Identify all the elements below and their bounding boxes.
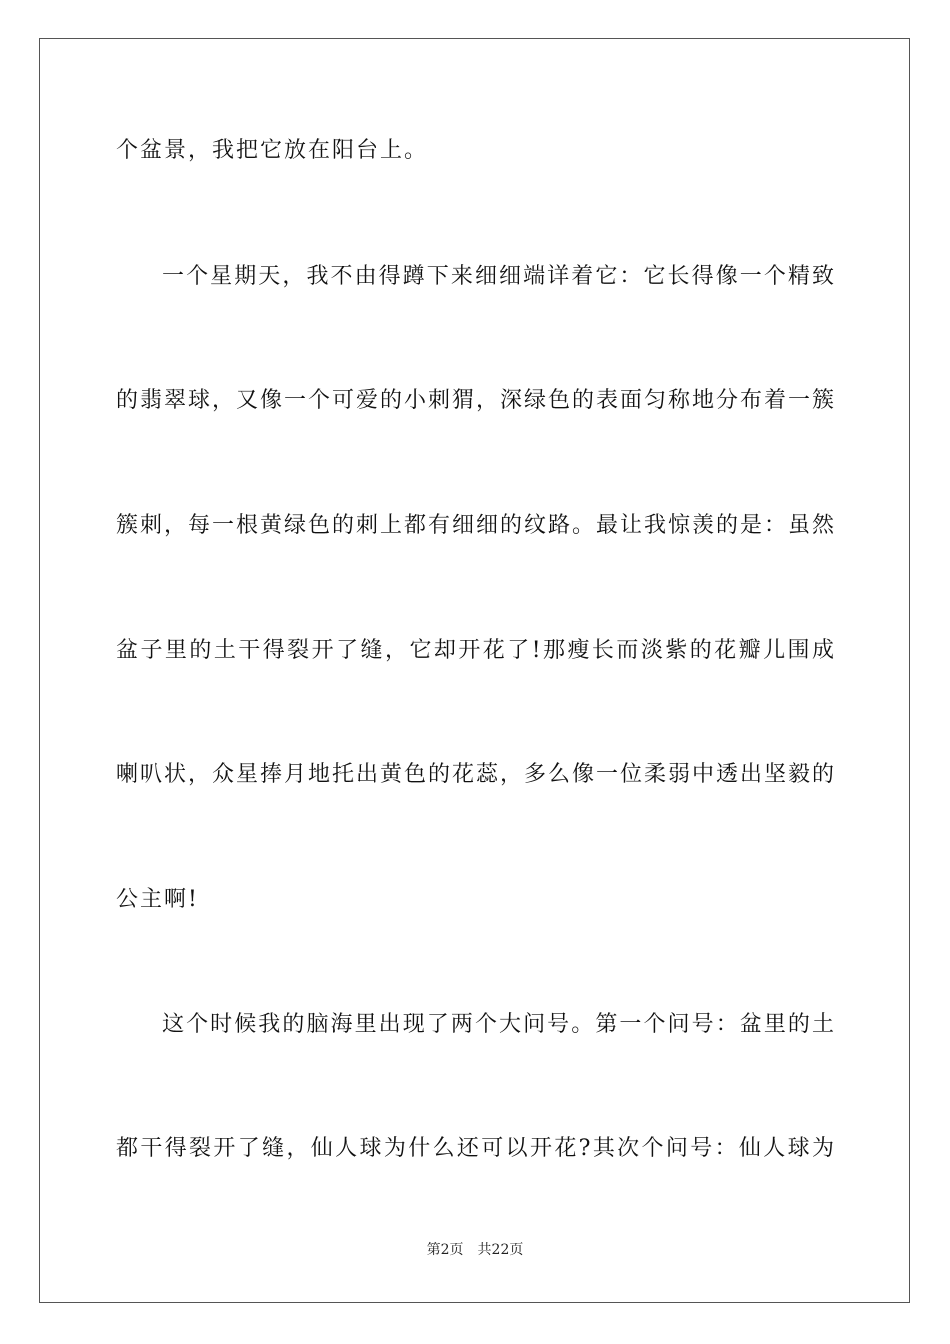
text-line: 簇刺，每一根黄绿色的刺上都有细细的纹路。最让我惊羡的是：虽然 — [116, 513, 837, 538]
text-line: 公主啊! — [116, 887, 199, 912]
text-line: 的翡翠球，又像一个可爱的小刺猬，深绿色的表面匀称地分布着一簇 — [116, 388, 837, 413]
page-border — [39, 38, 910, 1303]
page-total: 共22页 — [477, 1242, 524, 1258]
text-line: 个盆景，我把它放在阳台上。 — [116, 138, 429, 163]
text-line: 喇叭状，众星捧月地托出黄色的花蕊，多么像一位柔弱中透出坚毅的 — [116, 762, 837, 787]
text-line: 这个时候我的脑海里出现了两个大问号。第一个问号：盆里的土 — [162, 1012, 836, 1037]
text-line: 都干得裂开了缝，仙人球为什么还可以开花?其次个问号：仙人球为 — [116, 1136, 836, 1161]
text-line: 一个星期天，我不由得蹲下来细细端详着它：它长得像一个精致 — [162, 264, 836, 289]
page-number: 第2页 — [426, 1242, 464, 1258]
text-line: 盆子里的土干得裂开了缝，它却开花了!那瘦长而淡紫的花瓣儿围成 — [116, 638, 836, 663]
page-footer — [0, 1240, 950, 1260]
